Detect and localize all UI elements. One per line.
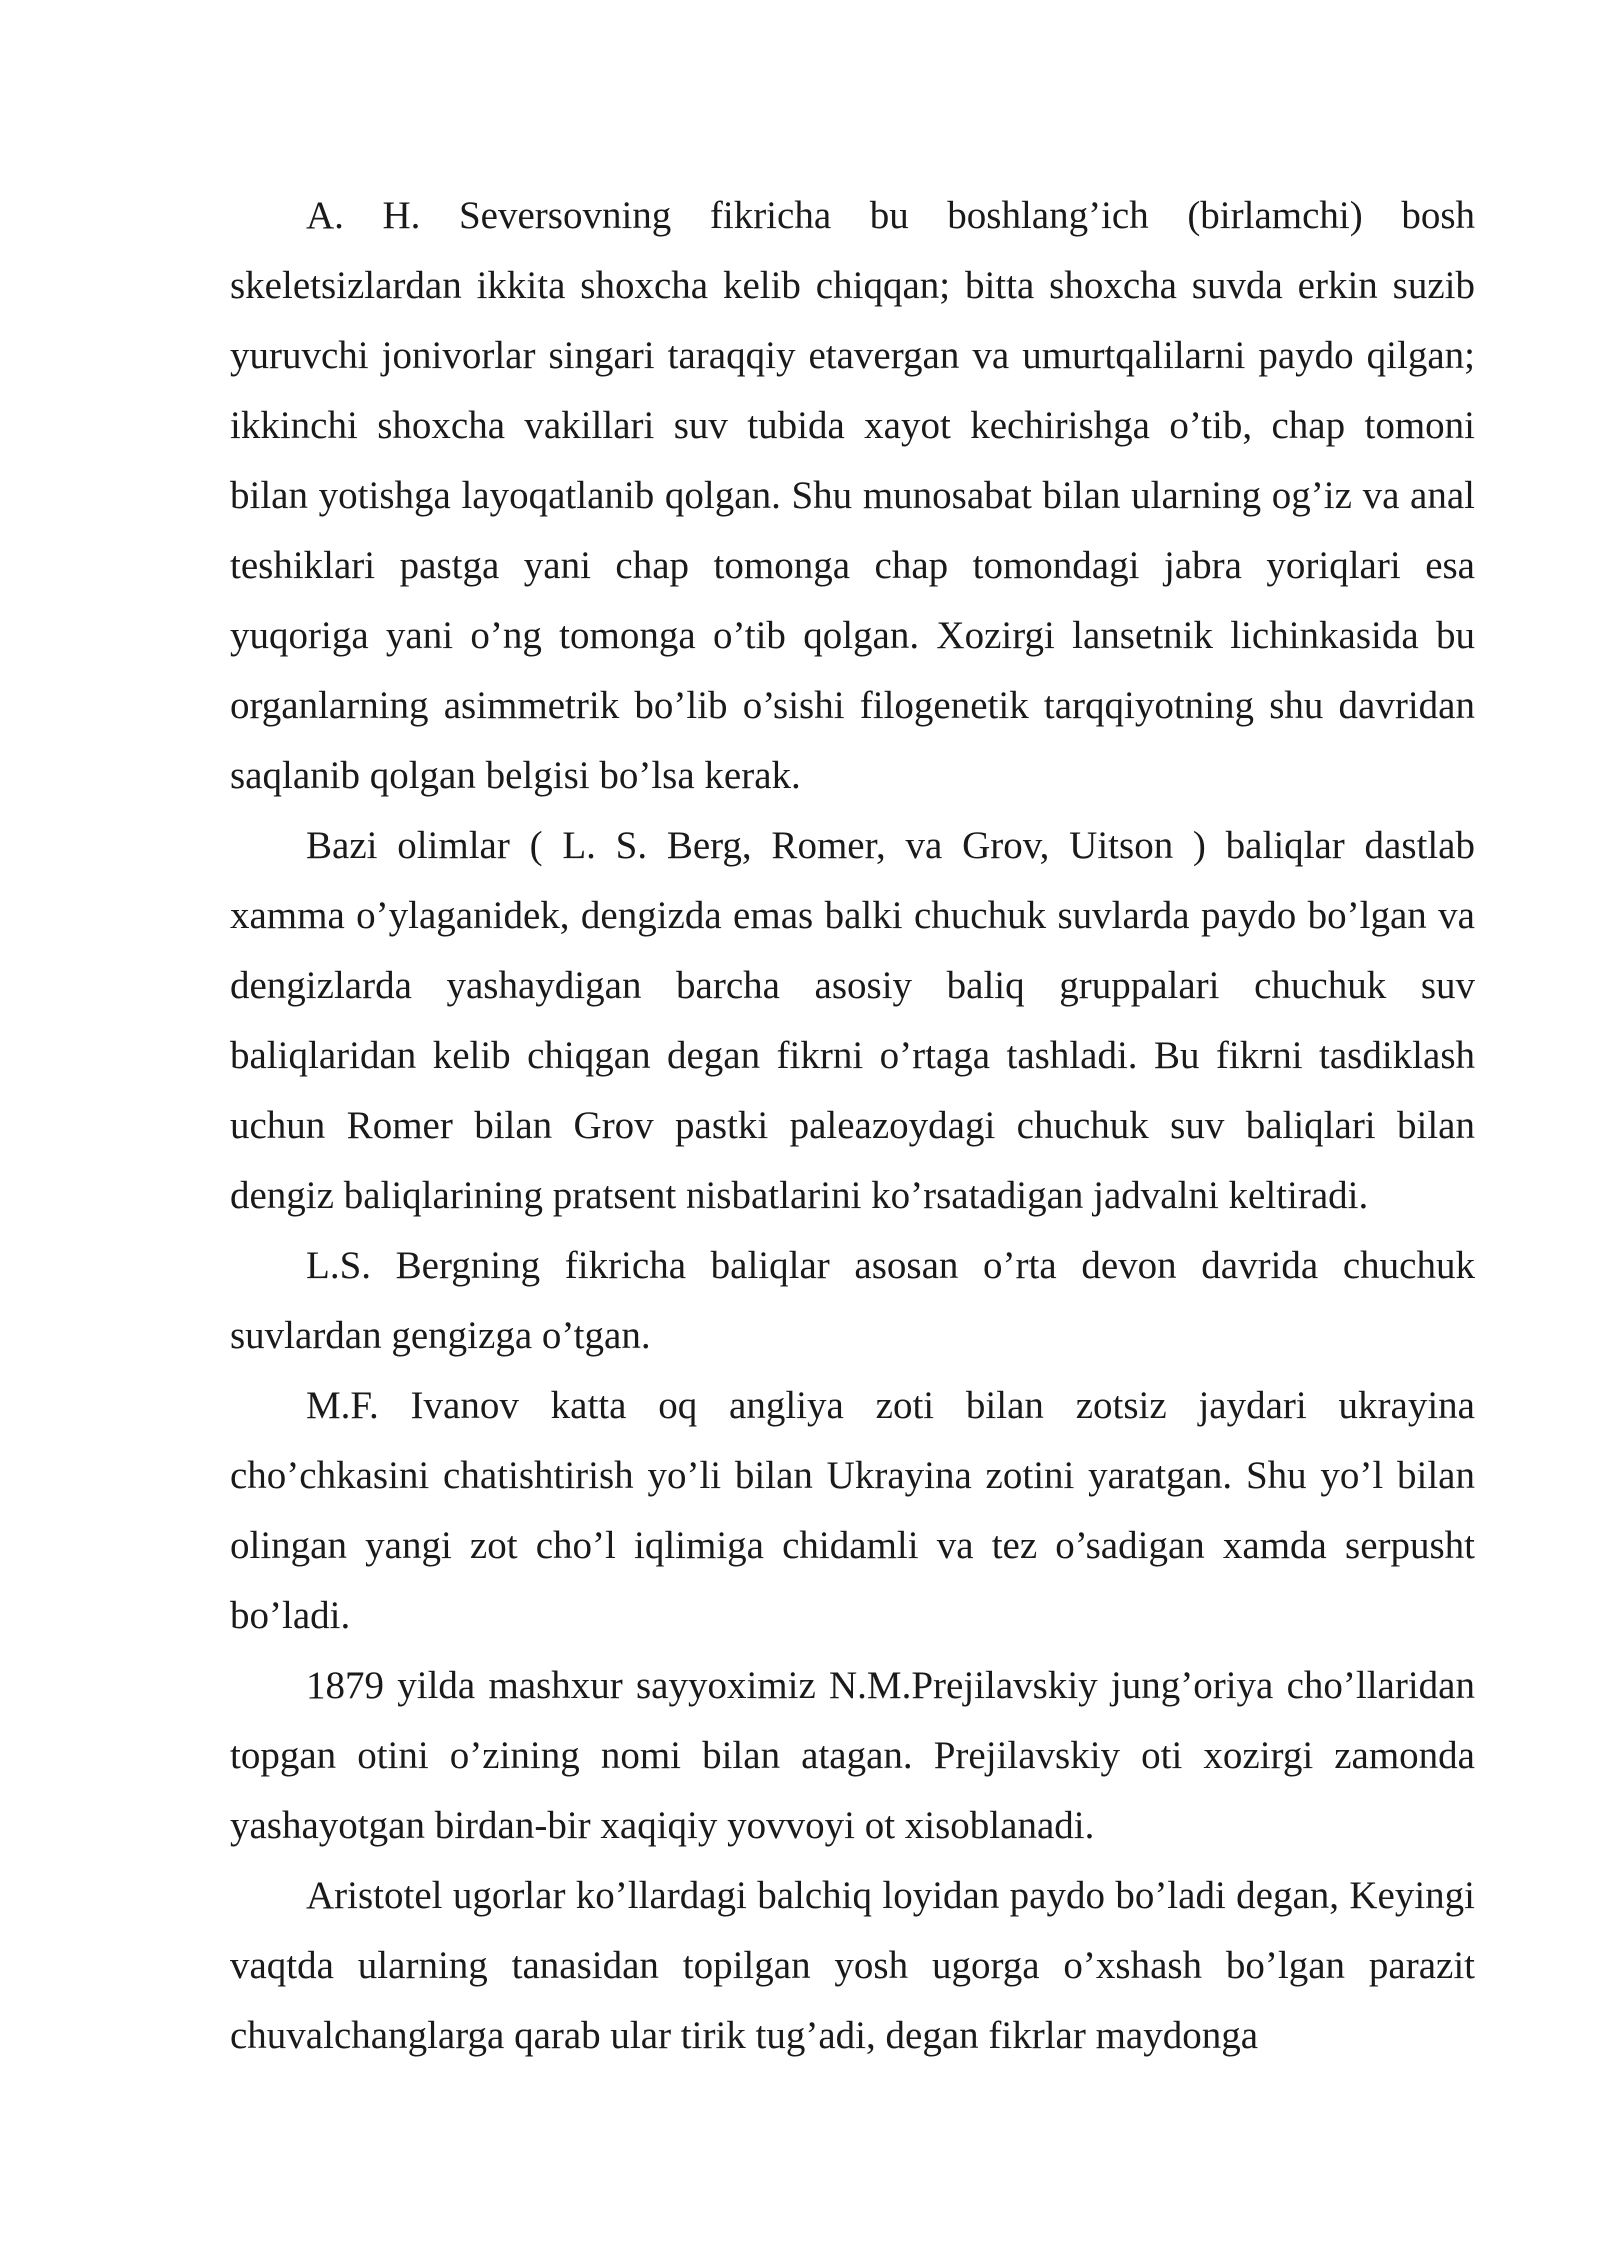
paragraph-aristotle: Aristotel ugorlar ko’llardagi balchiq loyidan paydo bo’ladi degan, Keyingi vaqtda ularning tanasidan topilgan yosh ugorga o’xshash bo’lgan parazit chuvalchanglarga qarab ular tirik tug’adi, degan fikrlar maydonga [230, 1874, 1475, 2057]
paragraph-seversov: A. H. Seversovning fikricha bu boshlang’ich (birlamchi) bosh skeletsizlardan ikkita shoxcha kelib chiqqan; bitta shoxcha suvda erkin suzib yuruvchi jonivorlar singari taraqqiy etavergan va umurtqalilarni paydo qilgan; ikkinchi shoxcha vakillari suv tubida xayot kechirishga o’tib, chap tomoni bilan yotishga layoqatlanib qolgan. Shu munosabat bilan ularning og’iz va anal teshiklari pastga yani chap tomonga chap tomondagi jabra yoriqlari esa yuqoriga yani o’ng tomonga o’tib qolgan. Xozirgi lansetnik lichinkasida bu organlarning asimmetrik bo’lib o’sishi filogenetik tarqqiyotning shu davridan saqlanib qolgan belgisi bo’lsa kerak. [230, 194, 1475, 797]
document-body [230, 181, 1475, 2071]
paragraph-ivanov: M.F. Ivanov katta oq angliya zoti bilan zotsiz jaydari ukrayina cho’chkasini chatishtirish yo’li bilan Ukrayina zotini yaratgan. Shu yo’l bilan olingan yangi zot cho’l iqlimiga chidamli va tez o’sadigan xamda serpusht bo’ladi. [230, 1384, 1475, 1637]
paragraph-przhevalsky: 1879 yilda mashxur sayyoximiz N.M.Prejilavskiy jung’oriya cho’llaridan topgan otini o’zining nomi bilan atagan. Prejilavskiy oti xozirgi zamonda yashayotgan birdan-bir xaqiqiy yovvoyi ot xisoblanadi. [230, 1664, 1475, 1847]
paragraph-freshwater-origin: Bazi olimlar ( L. S. Berg, Romer, va Grov, Uitson ) baliqlar dastlab xamma o’ylaganidek, dengizda emas balki chuchuk suvlarda paydo bo’lgan va dengizlarda yashaydigan barcha asosiy baliq gruppalari chuchuk suv baliqlaridan kelib chiqgan degan fikrni o’rtaga tashladi. Bu fikrni tasdiklash uchun Romer bilan Grov pastki paleazoydagi chuchuk suv baliqlari bilan dengiz baliqlarining pratsent nisbatlarini ko’rsatadigan jadvalni keltiradi. [230, 824, 1475, 1217]
paragraph-berg: L.S. Bergning fikricha baliqlar asosan o’rta devon davrida chuchuk suvlardan gengizga o’tgan. [230, 1244, 1475, 1357]
